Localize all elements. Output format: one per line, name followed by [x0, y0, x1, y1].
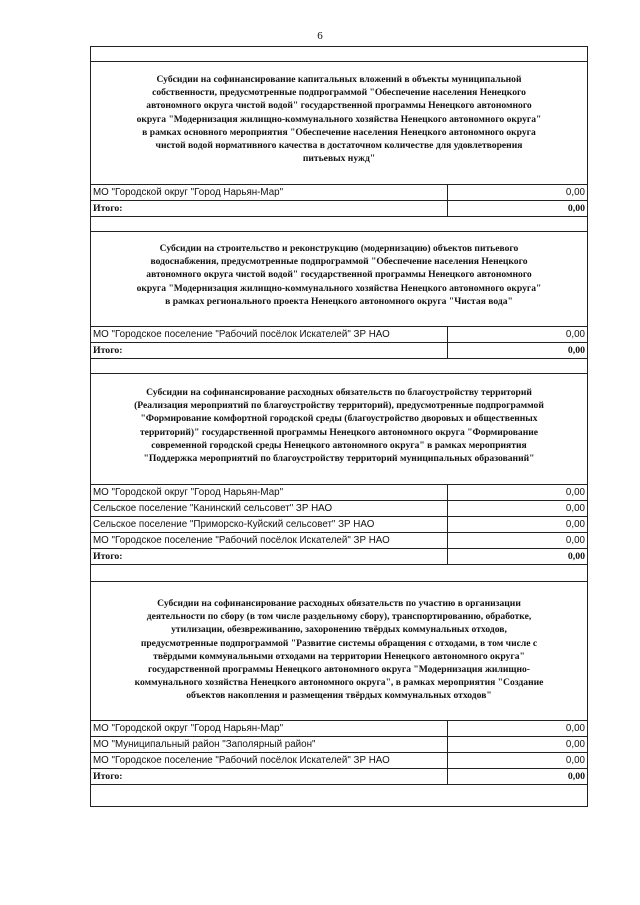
row-value: 0,00	[447, 485, 587, 500]
total-value: 0,00	[447, 549, 587, 564]
row-name: МО "Городской округ "Город Нарьян-Мар"	[93, 487, 284, 498]
title-line: государственной программы Ненецкого автономного округа "Модернизация жилищно-	[148, 664, 530, 676]
title-line: собственности, предусмотренные подпрограммой "Обеспечение населения Ненецкого	[152, 87, 526, 99]
table-row	[91, 753, 587, 769]
title-line: коммунального хозяйства Ненецкого автономного округа", в рамках мероприятия "Создание	[134, 677, 544, 689]
total-value: 0,00	[447, 769, 587, 784]
section-1-title	[91, 61, 587, 185]
total-label: Итого:	[93, 551, 123, 562]
table-row	[91, 737, 587, 753]
row-value: 0,00	[447, 753, 587, 768]
row-name: МО "Городское поселение "Рабочий посёлок Искателей" ЗР НАО	[93, 535, 390, 546]
title-line: автономного округа чистой водой" государственной программы Ненецкого автономного	[146, 100, 532, 112]
row-value: 0,00	[447, 327, 587, 342]
title-line: (Реализация мероприятий по благоустройству территорий), предусмотренные подпрограммой	[134, 400, 544, 412]
table-row	[91, 721, 587, 737]
title-line: объектов накопления и размещения твёрдых коммунальных отходов"	[186, 690, 492, 702]
row-name: МО "Муниципальный район "Заполярный район"	[93, 739, 316, 750]
title-line: Субсидии на софинансирование расходных обязательств по участию в организации	[157, 598, 521, 609]
row-name: МО "Городской округ "Город Нарьян-Мар"	[93, 187, 284, 198]
title-line: автономного округа чистой водой" государственной программы Ненецкого автономного	[146, 269, 532, 281]
table-row	[91, 327, 587, 343]
document-table	[90, 46, 588, 807]
section-3-title	[91, 373, 587, 485]
total-value: 0,00	[447, 201, 587, 216]
row-value: 0,00	[447, 185, 587, 200]
section-4-title	[91, 581, 587, 721]
table-row	[91, 485, 587, 501]
row-name: Сельское поселение "Приморско-Куйский сельсовет" ЗР НАО	[93, 519, 375, 530]
table-row	[91, 185, 587, 201]
title-line: твёрдыми коммунальными отходами на территории Ненецкого автономного округа"	[153, 650, 525, 662]
title-line: Субсидии на строительство и реконструкцию (модернизацию) объектов питьевого	[159, 243, 519, 254]
row-name: Сельское поселение "Канинский сельсовет" ЗР НАО	[93, 503, 333, 514]
title-line: Субсидии на софинансирование капитальных вложений в объекты муниципальной	[156, 74, 522, 85]
total-row	[91, 201, 587, 217]
row-name: МО "Городской округ "Город Нарьян-Мар"	[93, 723, 284, 734]
total-label: Итого:	[93, 771, 123, 782]
total-label: Итого:	[93, 203, 123, 214]
page-number: 6	[317, 30, 323, 42]
row-value: 0,00	[447, 721, 587, 736]
title-line: питьевых нужд"	[302, 153, 376, 165]
section-2-title	[91, 231, 587, 327]
table-row	[91, 501, 587, 517]
title-line: деятельности по сбору (в том числе раздельному сбору), транспортированию, обработке,	[146, 611, 532, 623]
title-line: водоснабжения, предусмотренные подпрограммой "Обеспечение населения Ненецкого	[150, 256, 528, 268]
row-value: 0,00	[447, 533, 587, 548]
title-line: предусмотренные подпрограммой "Развитие системы обращения с отходами, в том числе с	[140, 637, 538, 649]
row-value: 0,00	[447, 501, 587, 516]
total-value: 0,00	[447, 343, 587, 358]
row-value: 0,00	[447, 737, 587, 752]
title-line: чистой водой нормативного качества в достаточном количестве для удовлетворения	[155, 140, 523, 152]
title-line: в рамках основного мероприятия "Обеспечение населения Ненецкого автономного округа	[142, 126, 536, 138]
title-line: "Поддержка мероприятий по благоустройству территорий муниципальных образований"	[143, 453, 535, 465]
total-row	[91, 343, 587, 359]
total-row	[91, 769, 587, 785]
table-row	[91, 517, 587, 533]
total-label: Итого:	[93, 345, 123, 356]
title-line: современной городской среды Ненецкого автономного округа" в рамках мероприятия	[151, 439, 527, 451]
row-value: 0,00	[447, 517, 587, 532]
row-name: МО "Городское поселение "Рабочий посёлок Искателей" ЗР НАО	[93, 329, 390, 340]
title-line: в рамках регионального проекта Ненецкого автономного округа "Чистая вода"	[165, 295, 513, 307]
title-line: утилизации, обезвреживанию, захоронению твёрдых коммунальных отходов,	[171, 624, 507, 636]
table-row	[91, 533, 587, 549]
total-row	[91, 549, 587, 565]
title-line: территорий)" государственной программы Ненецкого автономного округа "Формирование	[139, 426, 539, 438]
title-line: округа "Модернизация жилищно-коммунального хозяйства Ненецкого автономного округа"	[136, 282, 542, 294]
title-line: округа "Модернизация жилищно-коммунального хозяйства Ненецкого автономного округа"	[136, 113, 542, 125]
title-line: Субсидии на софинансирование расходных обязательств по благоустройству территорий	[146, 387, 532, 398]
row-name: МО "Городское поселение "Рабочий посёлок Искателей" ЗР НАО	[93, 755, 390, 766]
title-line: "Формирование комфортной городской среды (благоустройство дворовых и общественных	[140, 413, 538, 425]
